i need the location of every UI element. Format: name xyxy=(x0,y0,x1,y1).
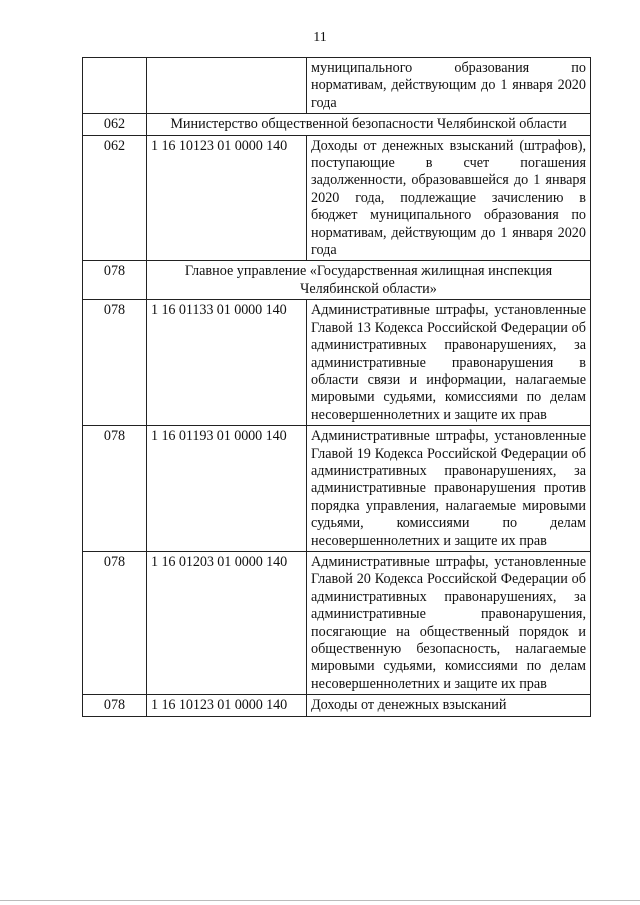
agency-code-cell: 062 xyxy=(83,114,147,135)
table-row xyxy=(83,695,591,716)
table-body xyxy=(83,58,591,717)
budget-classification-code-cell xyxy=(147,58,307,114)
admin-code-cell: 078 xyxy=(83,695,147,716)
agency-header-row xyxy=(83,114,591,135)
budget-classification-code-cell: 1 16 01193 01 0000 140 xyxy=(147,426,307,552)
budget-classification-code-cell: 1 16 01203 01 0000 140 xyxy=(147,551,307,694)
revenue-description-cell: муниципального образования по нормативам, действующим до 1 января 2020 года xyxy=(307,58,591,114)
budget-classification-code-cell: 1 16 10123 01 0000 140 xyxy=(147,695,307,716)
revenue-code-table xyxy=(82,57,591,717)
admin-code-cell: 062 xyxy=(83,135,147,261)
agency-title-cell: Главное управление «Государственная жилищная инспекция Челябинской области» xyxy=(147,261,591,300)
admin-code-cell: 078 xyxy=(83,300,147,426)
revenue-description-cell: Доходы от денежных взысканий xyxy=(307,695,591,716)
table-row xyxy=(83,426,591,552)
agency-title-cell: Министерство общественной безопасности Челябинской области xyxy=(147,114,591,135)
revenue-description-cell: Доходы от денежных взысканий (штрафов), поступающие в счет погашения задолженности, образовавшейся до 1 января 2020 года, подлежащие зачислению в бюджет муниципального образования по нормативам, действующим до 1 января 2020 года xyxy=(307,135,591,261)
table-row xyxy=(83,300,591,426)
admin-code-cell xyxy=(83,58,147,114)
table-row xyxy=(83,135,591,261)
agency-header-row xyxy=(83,261,591,300)
table-row xyxy=(83,551,591,694)
page-edge-rule xyxy=(0,900,640,901)
revenue-description-cell: Административные штрафы, установленные Главой 20 Кодекса Российской Федерации об административных правонарушениях, за административные правонарушения, посягающие на общественный порядок и общественную безопасность, налагаемые мировыми судьями, комиссиями по делам несовершеннолетних и защите их прав xyxy=(307,551,591,694)
admin-code-cell: 078 xyxy=(83,551,147,694)
budget-classification-code-cell: 1 16 10123 01 0000 140 xyxy=(147,135,307,261)
table-row xyxy=(83,58,591,114)
revenue-description-cell: Административные штрафы, установленные Главой 19 Кодекса Российской Федерации об административных правонарушениях, за административные правонарушения против порядка управления, налагаемые мировыми судьями, комиссиями по делам несовершеннолетних и защите их прав xyxy=(307,426,591,552)
revenue-description-cell: Административные штрафы, установленные Главой 13 Кодекса Российской Федерации об административных правонарушениях, за административные правонарушения в области связи и информации, налагаемые мировыми судьями, комиссиями по делам несовершеннолетних и защите их прав xyxy=(307,300,591,426)
agency-code-cell: 078 xyxy=(83,261,147,300)
budget-classification-code-cell: 1 16 01133 01 0000 140 xyxy=(147,300,307,426)
admin-code-cell: 078 xyxy=(83,426,147,552)
page-number: 11 xyxy=(313,30,327,45)
